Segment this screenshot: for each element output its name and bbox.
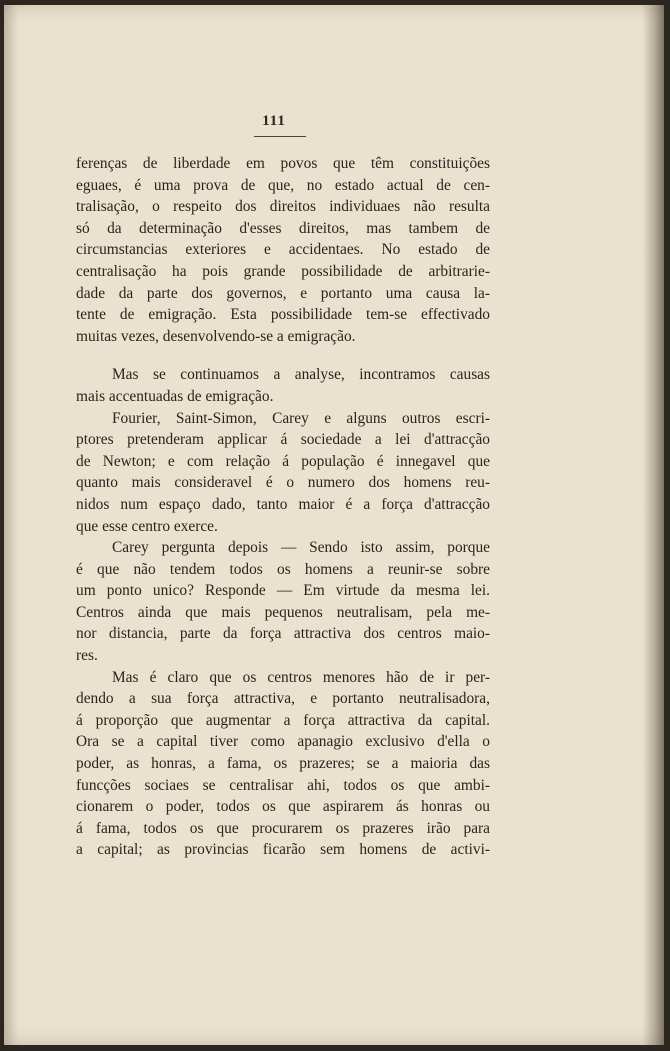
text-line: quanto mais consideravel é o numero dos homens reu-	[76, 474, 490, 492]
paragraph-2	[76, 364, 490, 407]
body-text	[76, 153, 490, 861]
text-line: só da determinação d'esses direitos, mas tambem de	[76, 219, 490, 237]
page-number-rule	[254, 136, 306, 137]
text-line: é que não tendem todos os homens a reunir-se sobre	[76, 560, 490, 578]
text-line: muitas vezes, desenvolvendo-se a emigração.	[76, 327, 356, 345]
text-line: Mas é claro que os centros menores hão de ir per-	[112, 668, 490, 686]
page-edge-shadow	[642, 5, 664, 1045]
text-line: que esse centro exerce.	[76, 517, 218, 535]
text-line: ferenças de liberdade em povos que têm constituições	[76, 155, 490, 172]
text-line: Fourier, Saint-Simon, Carey e alguns outros escri-	[112, 409, 490, 427]
text-line: Centros ainda que mais pequenos neutralisam, pela me-	[76, 603, 490, 621]
text-line: poder, as honras, a fama, os prazeres; se a maioria das	[76, 755, 490, 773]
text-line: dendo a sua força attractiva, e portanto neutralisadora,	[76, 690, 490, 708]
text-line: res.	[76, 647, 98, 665]
text-line: ptores pretenderam applicar á sociedade a lei d'attracção	[76, 431, 490, 449]
text-line: de Newton; e com relação á população é innegavel que	[76, 452, 490, 470]
text-line: tralisação, o respeito dos direitos individuaes não resulta	[76, 198, 490, 216]
text-line: Carey pergunta depois — Sendo isto assim, porque	[112, 539, 490, 557]
text-line: tente de emigração. Esta possibilidade tem-se effectivado	[76, 306, 490, 324]
text-line: Mas se continuamos a analyse, incontramos causas	[112, 366, 490, 384]
text-line: funcções sociaes se centralisar ahi, todos os que ambi-	[76, 776, 490, 794]
text-line: centralisação ha pois grande possibilidade de arbitrarie-	[76, 262, 490, 280]
text-line: Ora se a capital tiver como apanagio exclusivo d'ella o	[76, 733, 490, 751]
book-page	[4, 5, 664, 1045]
text-line: nor distancia, parte da força attractiva dos centros maio-	[76, 625, 490, 643]
text-line: circumstancias exteriores e accidentaes. No estado de	[76, 241, 490, 259]
text-line: á proporção que augmentar a força attractiva da capital.	[76, 711, 490, 729]
paragraph-3	[76, 408, 490, 538]
text-line: á fama, todos os que procurarem os prazeres irão para	[76, 819, 490, 837]
page-number: 111	[262, 113, 286, 129]
paragraph-gap	[76, 347, 490, 364]
text-line: eguaes, é uma prova de que, no estado actual de cen-	[76, 176, 490, 194]
paragraph-5	[76, 667, 490, 861]
text-line: um ponto unico? Responde — Em virtude da mesma lei.	[76, 582, 490, 600]
paragraph-1	[76, 153, 490, 347]
text-line: cionarem o poder, todos os que aspirarem ás honras ou	[76, 798, 490, 816]
text-line: mais accentuadas de emigração.	[76, 387, 274, 405]
text-line: dade da parte dos governos, e portanto uma causa la-	[76, 284, 490, 302]
text-line: a capital; as provincias ficarão sem homens de activi-	[76, 841, 490, 859]
text-line: nidos num espaço dado, tanto maior é a força d'attracção	[76, 495, 490, 513]
paragraph-4	[76, 537, 490, 667]
